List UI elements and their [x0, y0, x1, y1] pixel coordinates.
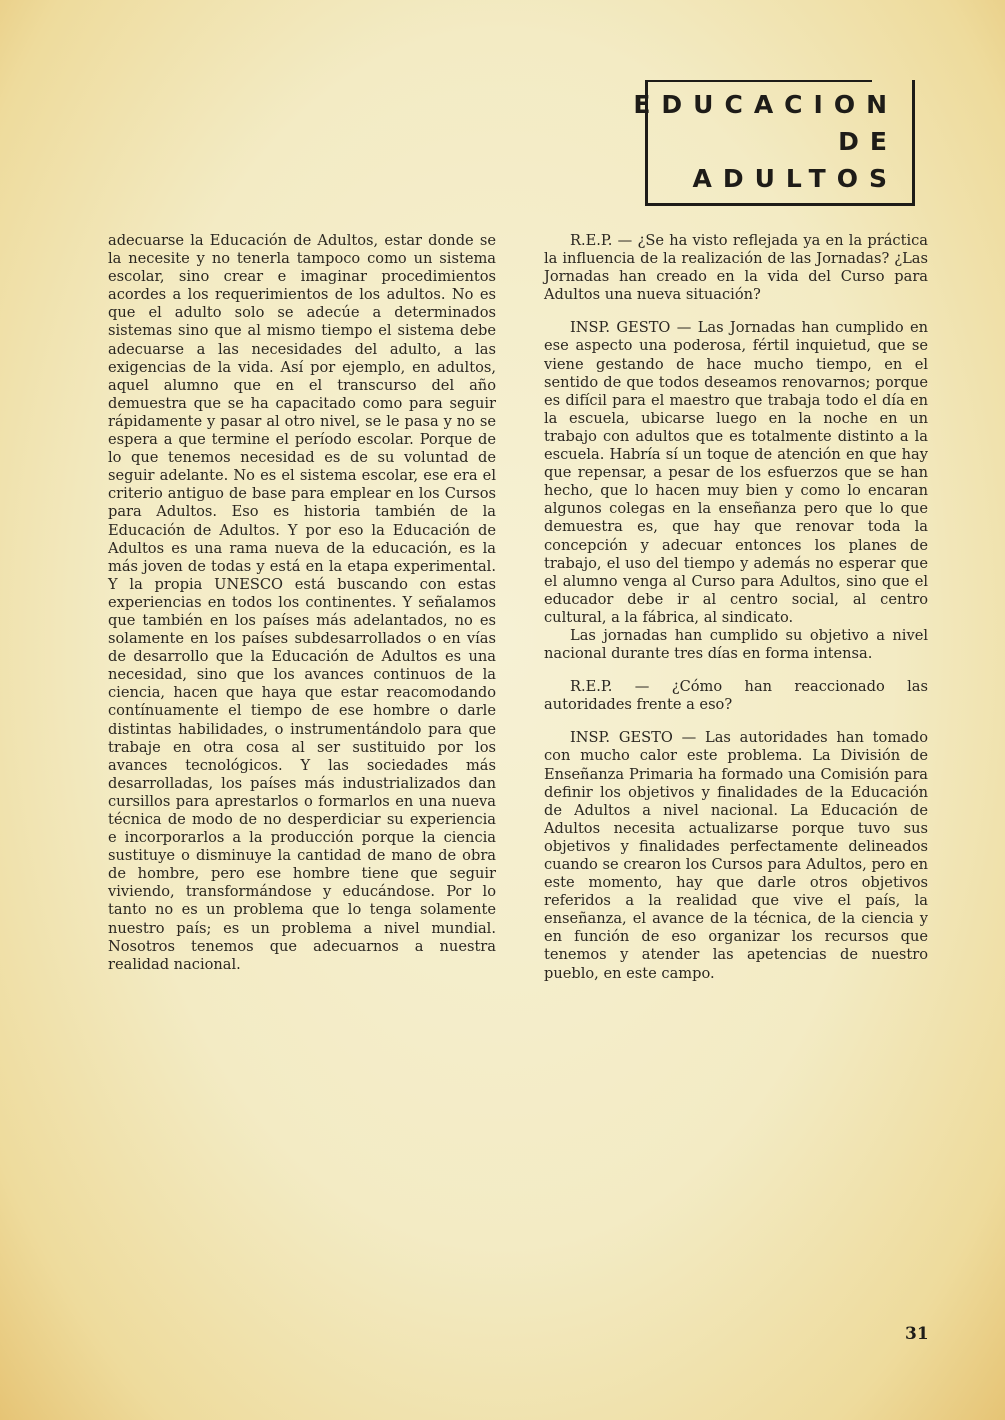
page-number: 31 — [905, 1324, 929, 1344]
left-column-paragraph: adecuarse la Educación de Adultos, estar donde se la necesite y no tenerla tampoco como un sistema escolar, sino crear e imaginar procedimientos acordes a los requerimientos de los adultos. No es que el adulto solo se adecúe a determinados sistemas sino que al mismo tiempo el sistema debe adecuarse a las necesidades del adulto, a las exigencias de la vida. Así por ejemplo, en adultos, aquel alumno que en el transcurso del año demuestra que se ha capacitado como para seguir rápidamente y pasar al otro nivel, se le pasa y no se espera a que termine el período escolar. Porque de lo que tenemos necesidad es de su voluntad de seguir adelante. No es el sistema escolar, ese era el criterio antiguo de base para emplear en los Cursos para Adultos. Eso es historia también de la Educación de Adultos. Y por eso la Educación de Adultos es una rama nueva de la educación, es la más joven de todas y está en la etapa experimental. Y la propia UNESCO está buscando con estas experiencias en todos los continentes. Y señalamos que también en los países más adelantados, no es solamente en los países subdesarrollados o en vías de desarrollo que la Educación de Adultos es una necesidad, sino que los avances continuos de la ciencia, hacen que haya que estar reacomodando contínuamente el tiempo de ese hombre o darle distintas habilidades, o instrumentándolo para que trabaje en otra cosa al ser sustituido por los avances tecnológicos. Y las sociedades más desarrolladas, los países más industrializados dan cursillos para aprestarlos o formarlos en una nueva técnica de modo de no desperdiciar su experiencia e incorporarlos a la producción porque la ciencia sustituye o disminuye la cantidad de mano de obra de hombre, pero ese hombre tiene que seguir viviendo, transformándose y educándose. Por lo tanto no es un problema que lo tenga solamente nuestro país; es un problema a nivel mundial. Nosotros tenemos que adecuarnos a nuestra realidad nacional. — [108, 232, 496, 973]
left-column — [108, 232, 496, 974]
interview-question-2: R.E.P. — ¿Cómo han reaccionado las autoridades frente a eso? — [544, 678, 928, 714]
section-title-line-3: ADULTOS — [692, 164, 898, 193]
interview-answer-1-continued: Las jornadas han cumplido su objetivo a nivel nacional durante tres días en forma intensa. — [544, 626, 928, 663]
section-title — [633, 86, 898, 197]
right-column — [544, 232, 928, 983]
interview-question-1: R.E.P. — ¿Se ha visto reflejada ya en la práctica la influencia de la realización de las Jornadas? ¿Las Jornadas han creado en la vida del Curso para Adultos una nueva situación? — [544, 232, 928, 304]
interview-answer-1: INSP. GESTO — Las Jornadas han cumplido en ese aspecto una poderosa, fértil inquietud, que se viene gestando de hace mucho tiempo, en el sentido de que todos deseamos renovarnos; porque es difícil para el maestro que trabaja todo el día en la escuela, ubicarse luego en la noche en un trabajo con adultos que es totalmente distinto a la escuela. Habría sí un toque de atención en que hay que repensar, a pesar de los esfuerzos que se han hecho, que lo hacen muy bien y como lo encaran algunos colegas en la enseñanza pero que lo que demuestra es, que hay que renovar toda la concepción y adecuar entonces los planes de trabajo, el uso del tiempo y además no esperar que el alumno venga al Curso para Adultos, sino que el educador debe ir al centro social, al centro cultural, a la fábrica, al sindicato. — [544, 319, 928, 626]
interview-answer-2: INSP. GESTO — Las autoridades han tomado con mucho calor este problema. La División de Enseñanza Primaria ha formado una Comisión para definir los objetivos y finalidades de la Educación de Adultos a nivel nacional. La Educación de Adultos necesita actualizarse porque tuvo sus objetivos y finalidades perfectamente delineados cuando se crearon los Cursos para Adultos, pero en este momento, hay que darle otros objetivos referidos a la realidad que vive el país, la enseñanza, el avance de la técnica, de la ciencia y en función de eso organizar los recursos que tenemos y atender las apetencias de nuestro pueblo, en este campo. — [544, 729, 928, 982]
section-title-line-2: DE — [838, 127, 898, 156]
section-header-box — [633, 80, 915, 206]
header-top-rule — [645, 80, 872, 82]
section-title-line-1: EDUCACION — [633, 90, 898, 119]
